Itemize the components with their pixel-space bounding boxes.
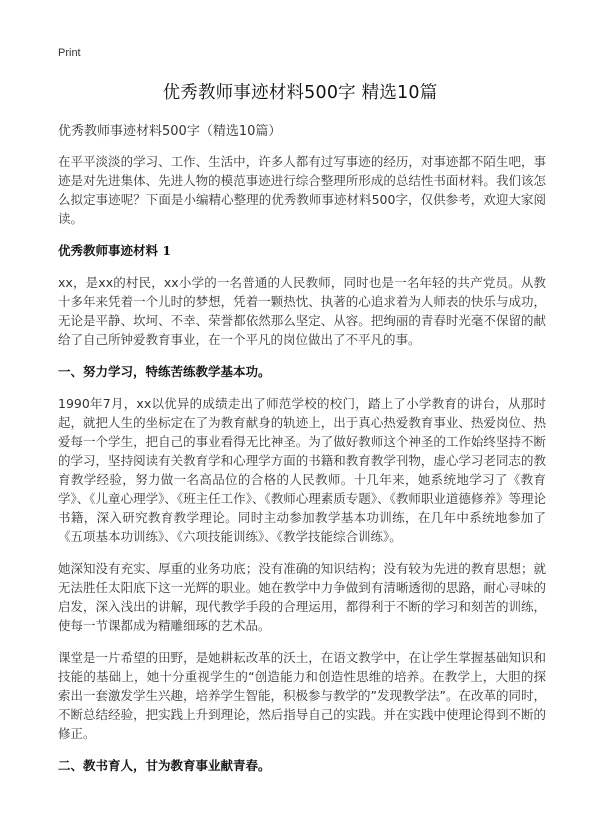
document-subtitle: 优秀教师事迹材料500字（精选10篇） bbox=[58, 124, 282, 139]
heading-study: 一、努力学习，特练苦练教学基本功。 bbox=[58, 364, 271, 379]
heading-teaching: 二、教书育人，甘为教育事业献青春。 bbox=[58, 758, 271, 773]
section-title-1: 优秀教师事迹材料 1 bbox=[58, 243, 172, 258]
paragraph-2: 1990年7月，xx以优异的成绩走出了师范学校的校门，踏上了小学教育的讲台，从那时起，就把人生的坐标定在了为教育献身的轨迹上，出于真心热爱教育事业、热爱岗位、热爱每一个学生，把自己的事业看得无比神圣。为了做好教师这个神圣的工作始终坚持不断的学习，坚持阅读有关教育学和心理学方面的书籍和教育教学刊物，虚心学习老同志的教育教学经验，努力做一名高品位的合格的人民教师。十几年来，她系统地学习了《教育学》、《儿童心理学》、《班主任工作》、《教师心理素质专题》、《教师职业道德修养》等理论书籍，深入研究教育教学理论。同时主动参加教学基本功训练，在几年中系统地参加了《五项基本功训练》、《六项技能训练》、《教学技能综合训练》。 bbox=[58, 396, 546, 544]
paragraph-1: xx，是xx的村民，xx小学的一名普通的人民教师，同时也是一名年轻的共产党员。从教十多年来凭着一个儿时的梦想，凭着一颗热忱、执著的心追求着为人师表的快乐与成功，无论是平静、坎坷、不幸、荣誉都依然那么坚定、从容。把绚丽的青春时光毫不保留的献给了自己所钟爱教育事业，在一个平凡的岗位做出了不平凡的事。 bbox=[58, 275, 546, 347]
document-body bbox=[58, 122, 546, 788]
page-title: 优秀教师事迹材料500字 精选10篇 bbox=[162, 83, 438, 103]
print-label: Print bbox=[58, 47, 81, 59]
intro-paragraph: 在平平淡淡的学习、工作、生活中，许多人都有过写事迹的经历，对事迹都不陌生吧，事迹是对先进集体、先进人物的模范事迹进行综合整理所形成的总结性书面材料。我们该怎么拟定事迹呢？下面是小编精心整理的优秀教师事迹材料500字，仅供参考，欢迎大家阅读。 bbox=[58, 154, 546, 226]
paragraph-4: 课堂是一片希望的田野，是她耕耘改革的沃土，在语文教学中，在让学生掌握基础知识和技能的基础上，她十分重视学生的“创造能力和创造性思维的培养。在教学上，大胆的探索出一套激发学生兴趣，培养学生智能，积极参与教学的”发现教学法”。在改革的同时，不断总结经验，把实践上升到理论，然后指导自己的实践。并在实践中使理论得到不断的修正。 bbox=[58, 650, 546, 741]
paragraph-3: 她深知没有充实、厚重的业务功底；没有准确的知识结构；没有较为先进的教育思想；就无法胜任太阳底下这一光辉的职业。她在教学中力争做到有清晰透彻的思路，耐心寻味的启发，深入浅出的讲解，现代教学手段的合理运用，都得利于不断的学习和刻苦的训练，使每一节课都成为精雕细琢的艺术品。 bbox=[58, 561, 546, 633]
